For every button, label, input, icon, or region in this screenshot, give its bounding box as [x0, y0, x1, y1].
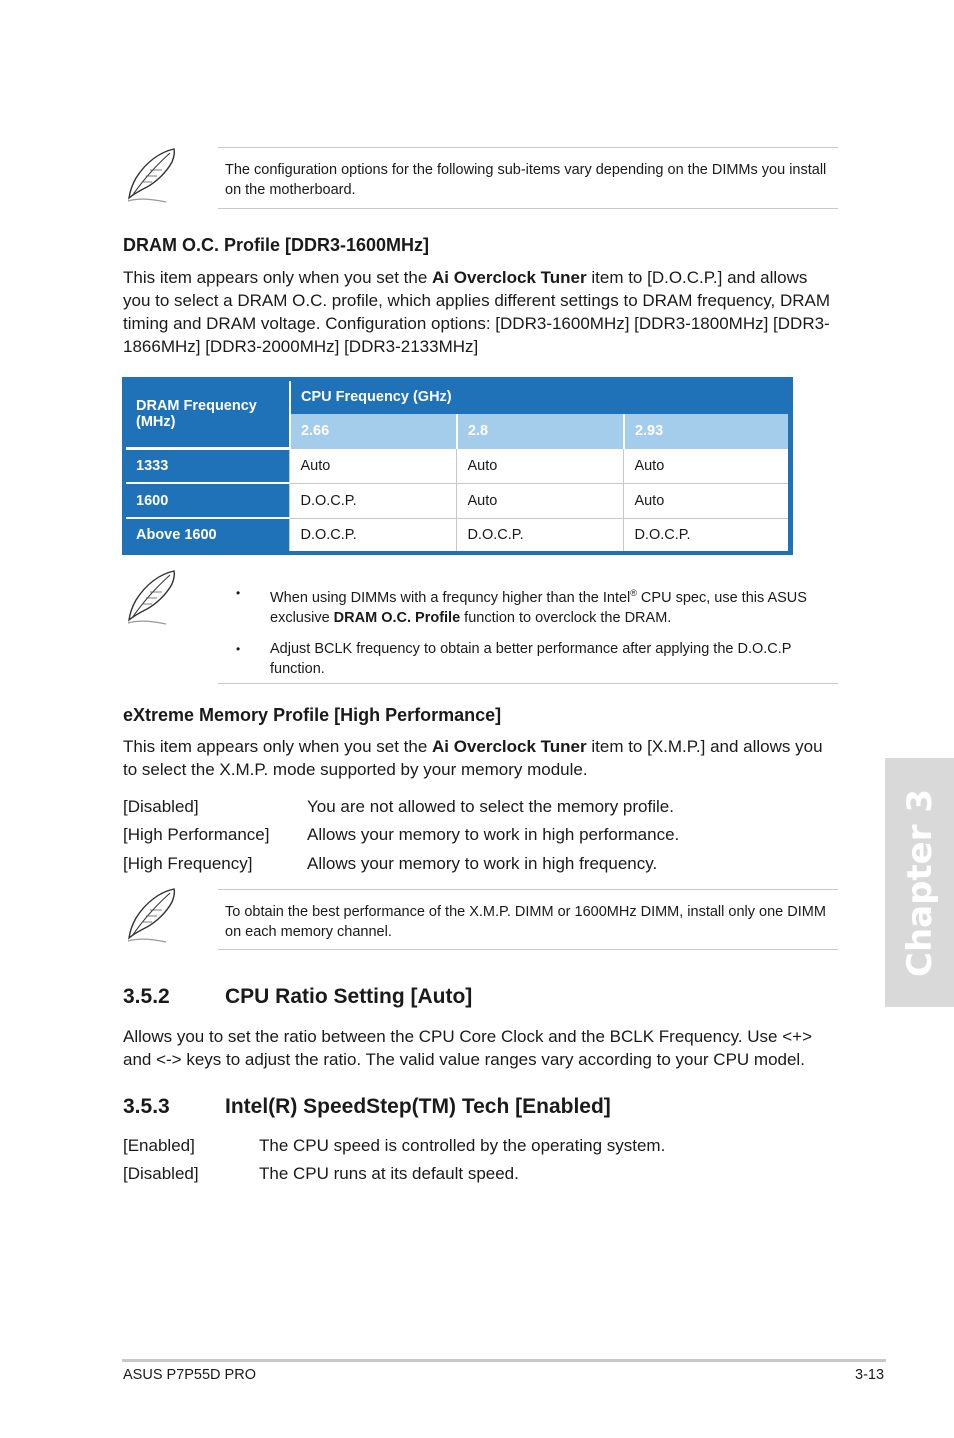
table-cell: Auto	[457, 483, 624, 518]
table-cell: D.O.C.P.	[624, 518, 788, 553]
table-cell: Auto	[624, 449, 788, 484]
dram-cpu-frequency-table	[122, 377, 793, 555]
table-corner-header: DRAM Frequency (MHz)	[124, 379, 290, 449]
footer-divider	[122, 1359, 886, 1362]
table-sub-header: 2.66	[290, 414, 457, 449]
xmp-option-key: [High Performance]	[123, 825, 270, 844]
note-text: The configuration options for the following sub-items vary depending on the DIMMs you install on the motherboard.	[225, 162, 827, 198]
table-cell: Auto	[624, 483, 788, 518]
table-edge	[788, 414, 791, 449]
table-cell: D.O.C.P.	[457, 518, 624, 553]
speedstep-option-desc: The CPU speed is controlled by the operating system.	[259, 1136, 666, 1155]
para-text: item to [X.M.P.] and allows you to select the X.M.P. mode supported by your memory module.	[123, 737, 823, 779]
table-row-label: Above 1600	[124, 518, 290, 553]
table-cell: Auto	[290, 449, 457, 484]
footer-page-number: 3-13	[855, 1367, 885, 1383]
table-group-header: CPU Frequency (GHz)	[290, 379, 791, 414]
table-row	[124, 483, 791, 518]
feather-pen-icon	[122, 568, 180, 628]
table-row	[124, 449, 791, 484]
table-row-label: 1600	[124, 483, 290, 518]
note-box-dram-oc	[218, 570, 838, 684]
para-text: This item appears only when you set the	[123, 737, 432, 756]
note-text: CPU spec, use this ASUS exclusive	[270, 589, 807, 627]
footer-product-name: ASUS P7P55D PRO	[123, 1367, 256, 1383]
table-edge	[788, 518, 791, 553]
speedstep-option-key: [Disabled]	[123, 1164, 199, 1183]
section-title: Intel(R) SpeedStep(TM) Tech [Enabled]	[225, 1095, 611, 1118]
note-text: To obtain the best performance of the X.M.P. DIMM or 1600MHz DIMM, install only one DIMM on each memory channel.	[225, 904, 826, 940]
table-cell: D.O.C.P.	[290, 518, 457, 553]
registered-mark: ®	[630, 588, 637, 598]
speedstep-option-desc: The CPU runs at its default speed.	[259, 1164, 519, 1183]
table-edge	[788, 483, 791, 518]
para-bold-term: Ai Overclock Tuner	[432, 737, 587, 756]
xmp-option-key: [Disabled]	[123, 797, 199, 816]
xmp-option-desc: You are not allowed to select the memory profile.	[307, 797, 674, 816]
xmp-option-desc: Allows your memory to work in high frequency.	[307, 854, 658, 873]
para-text: This item appears only when you set the	[123, 268, 432, 287]
para-bold-term: Ai Overclock Tuner	[432, 268, 587, 287]
table-edge	[788, 449, 791, 484]
table-row-label: 1333	[124, 449, 290, 484]
feather-pen-icon	[122, 886, 180, 946]
xmp-paragraph	[123, 735, 839, 781]
table-row	[124, 518, 791, 553]
table-sub-header: 2.93	[624, 414, 788, 449]
dram-oc-profile-heading: DRAM O.C. Profile [DDR3-1600MHz]	[123, 235, 430, 255]
para-text: item to [D.O.C.P.] and allows you to select a DRAM O.C. profile, which applies different settings to DRAM frequency, DRAM timing and DRAM voltage. Configuration options: [DDR3-1600MHz] [DDR3-1800MHz] [DDR3-1866MHz] [DDR3-2000MHz] [DDR3-2133MHz]	[123, 268, 831, 356]
table-cell: D.O.C.P.	[290, 483, 457, 518]
note-bullet	[230, 639, 828, 680]
section-number: 3.5.3	[123, 1095, 170, 1118]
section-title: CPU Ratio Setting [Auto]	[225, 985, 473, 1008]
feather-pen-icon	[122, 146, 180, 206]
chapter-tab-label: Chapter 3	[899, 788, 940, 977]
note-text: When using DIMMs with a frequncy higher than the Intel	[270, 589, 631, 606]
note-text: function to overclock the DRAM.	[460, 610, 672, 627]
cpu-ratio-paragraph: Allows you to set the ratio between the CPU Core Clock and the BCLK Frequency. Use <+> and <-> keys to adjust the ratio. The valid value ranges vary according to your CPU model.	[123, 1027, 813, 1069]
dram-oc-profile-paragraph	[123, 266, 835, 358]
xmp-option-desc: Allows your memory to work in high performance.	[307, 825, 680, 844]
note-box-xmp	[218, 889, 838, 950]
chapter-tab	[885, 758, 954, 1007]
xmp-heading: eXtreme Memory Profile [High Performance]	[123, 705, 502, 725]
note-bullet	[230, 583, 828, 629]
table-sub-header: 2.8	[457, 414, 624, 449]
note-bold-term: DRAM O.C. Profile	[333, 610, 461, 627]
note-box-dimm-config	[218, 147, 838, 209]
note-text: Adjust BCLK frequency to obtain a better performance after applying the D.O.C.P function.	[270, 640, 792, 678]
section-number: 3.5.2	[123, 985, 170, 1008]
table-cell: Auto	[457, 449, 624, 484]
xmp-option-key: [High Frequency]	[123, 854, 253, 873]
speedstep-option-key: [Enabled]	[123, 1136, 195, 1155]
